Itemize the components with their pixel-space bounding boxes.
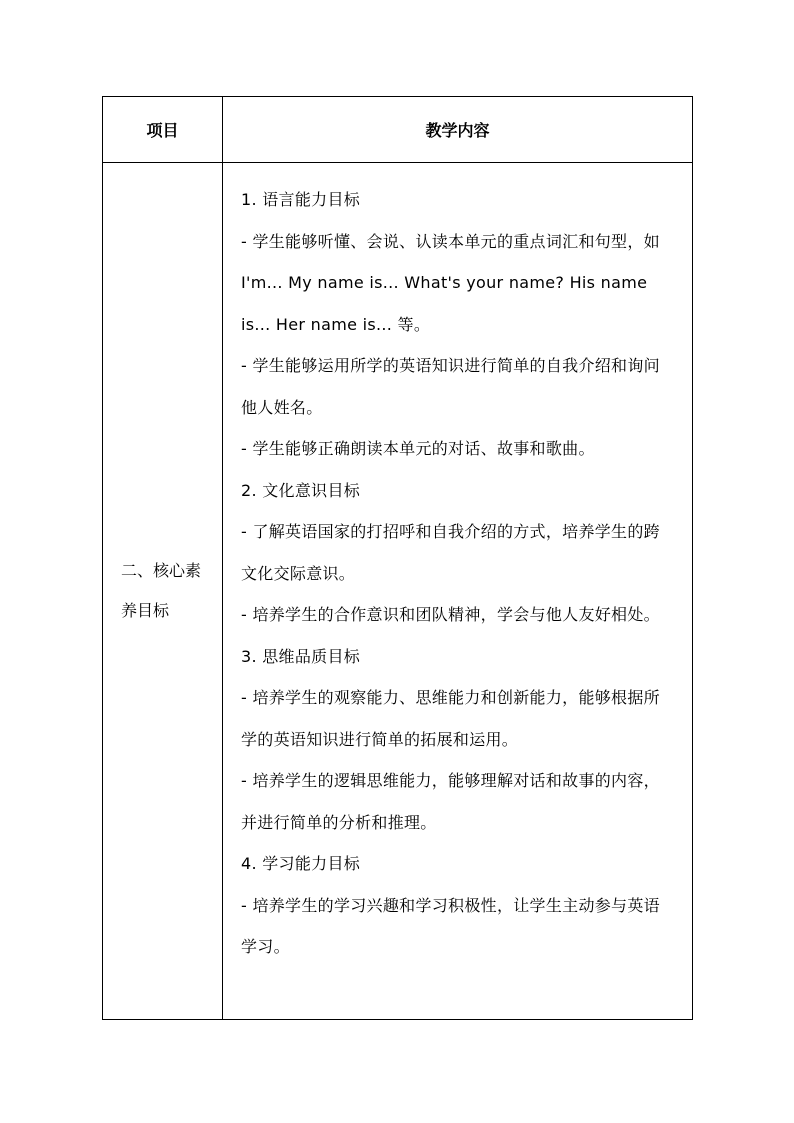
table-row	[103, 163, 693, 1020]
table-header-row	[103, 97, 693, 163]
teaching-table	[102, 96, 693, 1020]
header-item: 项目	[103, 97, 223, 163]
goal-item: - 培养学生的合作意识和团队精神，学会与他人友好相处。	[241, 605, 660, 624]
goal-item: - 学生能够听懂、会说、认读本单元的重点词汇和句型，如 I'm... My name is... What's your name? His name is... Her name is... 等。	[241, 231, 660, 334]
goal-item: - 培养学生的观察能力、思维能力和创新能力，能够根据所学的英语知识进行简单的拓展和运用。	[241, 688, 660, 749]
goal-item: - 学生能够正确朗读本单元的对话、故事和歌曲。	[241, 439, 595, 458]
goal-heading-learning: 4. 学习能力目标	[241, 854, 361, 873]
goal-item: - 了解英语国家的打招呼和自我介绍的方式，培养学生的跨文化交际意识。	[241, 522, 660, 583]
goal-item: - 学生能够运用所学的英语知识进行简单的自我介绍和询问他人姓名。	[241, 356, 660, 417]
goal-item: - 培养学生的学习兴趣和学习积极性，让学生主动参与英语学习。	[241, 895, 660, 956]
goal-item: - 培养学生的逻辑思维能力，能够理解对话和故事的内容，并进行简单的分析和推理。	[241, 771, 660, 832]
row-label: 二、核心素养目标	[103, 163, 223, 1020]
row-content	[223, 163, 693, 1020]
goal-heading-thinking: 3. 思维品质目标	[241, 646, 361, 666]
goal-heading-culture: 2. 文化意识目标	[241, 480, 361, 500]
goal-heading-language: 1. 语言能力目标	[241, 190, 361, 209]
header-content: 教学内容	[223, 97, 693, 163]
